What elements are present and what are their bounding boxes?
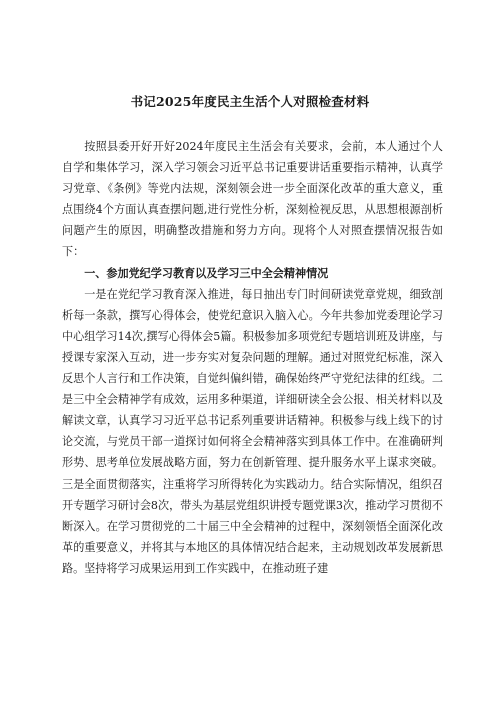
document-body [62,136,443,579]
intro-paragraph: 按照县委开好开好2024年度民主生活会有关要求，会前，本人通过个人自学和集体学习，深入学习领会习近平总书记重要讲话重要指示精神，认真学习党章、《条例》等党内法规，深刻领会进一步全面深化改革的重大意义，重点围绕4个方面认真查摆问题,进行党性分析，深刻检视反思，从思想根源剖析问题产生的原因，明确整改措施和努力方向。现将个人对照查摆情况报告如下： [62,140,443,259]
section-paragraph: 一是在党纪学习教育深入推进，每日抽出专门时间研读党章党规，细致剖析每一条款，撰写心得体会，使党纪意识入脑入心。今年共参加党委理论学习中心组学习14次,撰写心得体会5篇。积极参加多项党纪专题培训班及讲座，与授课专家深入互动，进一步夯实对复杂问题的理解。通过对照党纪标准，深入反思个人言行和工作决策，自觉纠偏纠错，确保始终严守党纪法律的红线。二是三中全会精神学有成效，运用多种渠道，详细研读全会公报、相关材料以及解读文章，认真学习习近平总书记系列重要讲话精神。积极参与线上线下的讨论交流，与党员干部一道探讨如何将全会精神落实到具体工作中。在准确研判形势、思考单位发展战略方面，努力在创新管理、提升服务水平上谋求突破。三是全面贯彻落实，注重将学习所得转化为实践动力。结合实际情况，组织召开专题学习研讨会8次，带头为基层党组织讲授专题党课3次，推动学习贯彻不断深入。在学习贯彻党的二十届三中全会精神的过程中，深刻领悟全面深化改革的重要意义，并将其与本地区的具体情况结合起来，主动规划改革发展新思路。坚持将学习成果运用到工作实践中，在推动班子建 [62,287,443,575]
document-title: 书记2025年度民主生活个人对照检查材料 [130,94,370,109]
section-heading: 一、参加党纪学习教育以及学习三中全会精神情况 [84,266,329,280]
